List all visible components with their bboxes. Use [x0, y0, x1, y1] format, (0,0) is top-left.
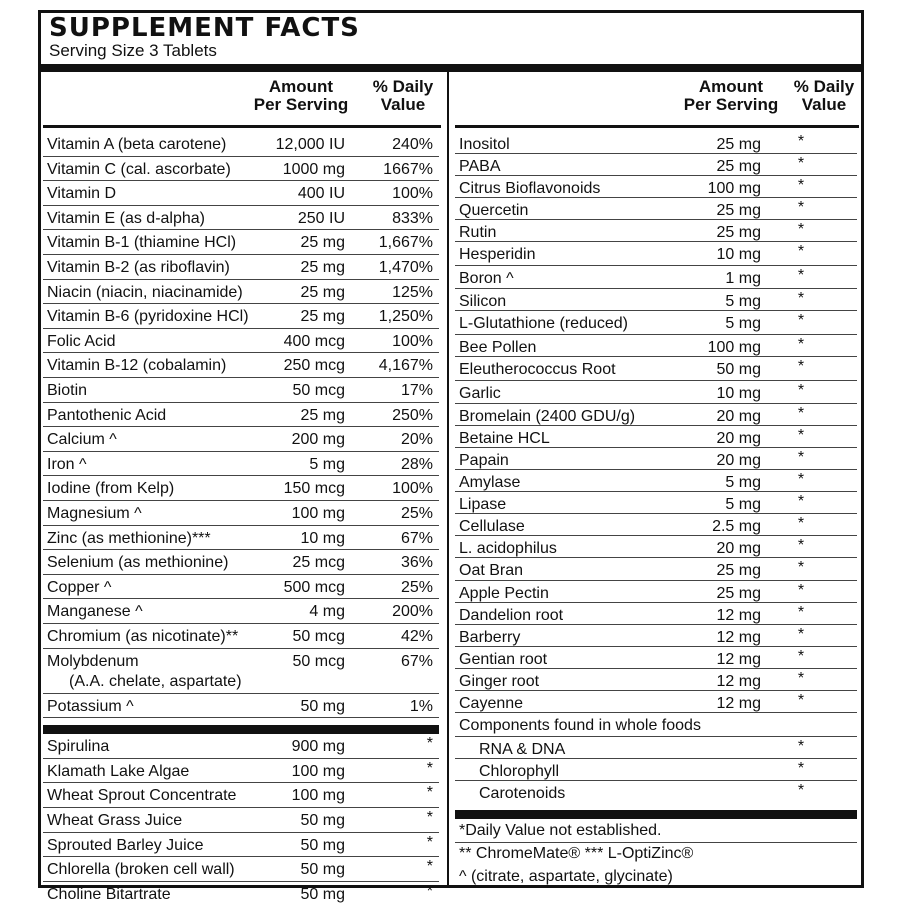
nutrient-daily-value: * [797, 427, 805, 445]
nutrient-daily-value: * [426, 784, 433, 802]
nutrient-daily-value: 4,167% [378, 357, 433, 375]
nutrient-amount: 20 mg [716, 408, 761, 426]
row-separator [43, 574, 439, 575]
nutrient-daily-value: 100% [392, 332, 433, 350]
nutrient-daily-value: 20% [400, 431, 433, 449]
nutrient-amount: 10 mg [300, 529, 345, 547]
nutrient-name: Vitamin B-6 (pyridoxine HCl) [47, 308, 249, 326]
row-separator [43, 832, 439, 833]
nutrient-amount: 400 mcg [283, 332, 345, 350]
row-separator [43, 500, 439, 501]
row-separator [455, 219, 857, 220]
nutrient-amount: 25 mg [716, 202, 761, 220]
nutrient-name: Molybdenum [47, 652, 139, 670]
top-bar [41, 64, 861, 72]
nutrient-daily-value: * [797, 581, 805, 599]
nutrient-daily-value: 17% [400, 382, 433, 399]
nutrient-name: Chromium (as nicotinate)** [47, 628, 239, 645]
nutrient-daily-value: * [797, 691, 805, 709]
nutrient-daily-value: * [797, 243, 805, 261]
row-separator [455, 712, 857, 713]
nutrient-name: Choline Bitartrate [47, 885, 171, 903]
nutrient-amount: 10 mg [716, 246, 761, 264]
nutrient-daily-value: 67% [400, 652, 433, 670]
row-separator [455, 356, 857, 357]
nutrient-amount: 200 mg [291, 431, 345, 449]
nutrient-name: Vitamin C (cal. ascorbate) [47, 160, 231, 178]
nutrient-amount: 25 mg [300, 259, 345, 276]
nutrient-name: L-Glutathione (reduced) [459, 315, 628, 333]
row-separator [43, 180, 439, 181]
row-separator [43, 303, 439, 304]
row-separator [43, 279, 439, 280]
nutrient-daily-value: 240% [392, 136, 433, 153]
nutrient-amount: 25 mg [300, 283, 345, 301]
row-separator [43, 782, 439, 783]
row-separator [43, 881, 439, 882]
nutrient-name: Wheat Grass Juice [47, 812, 183, 829]
row-separator [455, 380, 857, 381]
nutrient-name: Rutin [459, 224, 497, 242]
row-separator [455, 491, 857, 492]
row-separator [43, 451, 439, 452]
nutrient-daily-value: * [797, 781, 805, 799]
row-separator [455, 175, 857, 176]
row-separator [43, 352, 439, 353]
nutrient-name: Biotin [47, 382, 88, 399]
nutrient-daily-value: 28% [400, 455, 433, 473]
nutrient-daily-value: * [426, 858, 433, 876]
nutrient-name: Vitamin B-12 (cobalamin) [47, 357, 227, 375]
nutrient-daily-value: 1667% [383, 160, 433, 178]
nutrient-amount: 1000 mg [282, 160, 345, 178]
nutrient-daily-value: * [797, 603, 805, 621]
nutrient-daily-value: * [797, 669, 805, 687]
nutrient-name: Papain [459, 452, 509, 470]
nutrient-daily-value: * [797, 133, 805, 150]
nutrient-name: Chlorella (broken cell wall) [47, 861, 235, 879]
nutrient-amount: 50 mcg [292, 382, 345, 399]
nutrient-amount: 50 mg [716, 361, 761, 378]
row-separator [455, 334, 857, 335]
nutrient-amount: 50 mg [300, 812, 345, 829]
column-divider [447, 64, 449, 885]
nutrient-name: Apple Pectin [459, 584, 549, 602]
footnote-bar [455, 810, 857, 819]
row-separator [43, 549, 439, 550]
nutrient-name: Bee Pollen [459, 338, 537, 356]
nutrient-daily-value: * [797, 759, 805, 777]
row-separator [455, 602, 857, 603]
row-separator [455, 288, 857, 289]
nutrient-name: Inositol [459, 136, 510, 153]
nutrient-daily-value: 36% [400, 554, 433, 572]
nutrient-name: Garlic [459, 384, 501, 402]
nutrient-name: Pantothenic Acid [47, 406, 167, 424]
nutrient-daily-value: * [797, 199, 805, 217]
nutrient-amount: 50 mg [300, 885, 345, 903]
nutrient-name: Vitamin A (beta carotene) [47, 136, 227, 153]
nutrient-amount: 2.5 mg [712, 518, 761, 536]
nutrient-name: Dandelion root [459, 606, 564, 624]
nutrient-daily-value: * [797, 312, 805, 330]
row-separator [43, 475, 439, 476]
nutrient-daily-value: * [797, 221, 805, 239]
header-rule-right [455, 125, 859, 128]
nutrient-name: Copper ^ [47, 578, 112, 596]
nutrient-daily-value: 100% [392, 480, 433, 498]
whole-foods-heading-text: Components found in whole foods [459, 716, 701, 734]
nutrient-name: Gentian root [459, 650, 548, 668]
nutrient-daily-value: * [797, 471, 805, 489]
caret-footnote: ^ (citrate, aspartate, glycinate) [459, 867, 673, 885]
dv-header-right [787, 78, 861, 114]
nutrient-daily-value: 100% [392, 185, 433, 203]
row-separator [43, 758, 439, 759]
nutrient-daily-value: * [797, 290, 805, 308]
nutrient-amount: 250 IU [297, 209, 345, 227]
nutrient-amount: 250 mcg [283, 357, 345, 375]
nutrient-daily-value: * [797, 335, 805, 353]
nutrient-daily-value: * [797, 493, 805, 511]
row-separator [43, 807, 439, 808]
nutrient-amount: 25 mg [716, 136, 761, 153]
row-separator [455, 153, 857, 154]
row-separator [455, 580, 857, 581]
dv-header-right-line2: Value [801, 95, 847, 114]
nutrient-name: Boron ^ [459, 269, 514, 287]
row-separator [455, 624, 857, 625]
nutrient-amount: 5 mg [725, 496, 761, 514]
nutrient-name: Citrus Bioflavonoids [459, 180, 601, 198]
nutrient-amount: 5 mg [725, 474, 761, 492]
nutrient-name: Vitamin B-1 (thiamine HCl) [47, 234, 237, 252]
row-separator [43, 525, 439, 526]
nutrient-daily-value: 42% [400, 628, 433, 645]
row-separator [43, 156, 439, 157]
nutrient-amount: 25 mg [716, 584, 761, 602]
nutrient-amount: 50 mcg [292, 628, 345, 645]
row-separator [455, 758, 857, 759]
row-separator [43, 598, 439, 599]
nutrient-amount: 5 mg [725, 315, 761, 333]
nutrient-amount: 50 mg [300, 836, 345, 854]
nutrient-name: Spirulina [47, 738, 110, 756]
dv-header-line1: % Daily [372, 77, 434, 96]
nutrient-name: Selenium (as methionine) [47, 554, 229, 572]
dv-header-line2: Value [380, 95, 426, 114]
nutrient-name: Wheat Sprout Concentrate [47, 787, 237, 805]
nutrient-name: Manganese ^ [47, 603, 143, 621]
nutrient-name: Sprouted Barley Juice [47, 836, 204, 854]
nutrient-name: Lipase [459, 496, 507, 514]
nutrient-amount: 10 mg [716, 384, 761, 402]
nutrient-amount: 1 mg [725, 269, 761, 287]
row-separator [43, 648, 439, 649]
nutrient-amount: 20 mg [716, 540, 761, 558]
nutrient-daily-value: 1,470% [378, 259, 433, 276]
row-separator [455, 513, 857, 514]
nutrient-daily-value: * [797, 515, 805, 533]
nutrient-amount: 12 mg [716, 650, 761, 668]
nutrient-daily-value: * [426, 833, 433, 851]
row-separator [43, 623, 439, 624]
nutrient-amount: 5 mg [725, 293, 761, 311]
nutrient-amount: 12 mg [716, 672, 761, 690]
row-separator [43, 328, 439, 329]
row-separator [455, 535, 857, 536]
amount-header-line1: Amount [268, 77, 334, 96]
row-separator [43, 717, 439, 718]
nutrient-name: Oat Bran [459, 562, 524, 580]
nutrient-name: Vitamin E (as d-alpha) [47, 209, 205, 227]
nutrient-amount: 100 mg [291, 787, 345, 805]
row-separator [43, 856, 439, 857]
nutrient-daily-value: * [797, 537, 805, 555]
nutrient-amount: 25 mg [716, 158, 761, 176]
nutrient-amount: 4 mg [309, 603, 345, 621]
nutrient-name: RNA & DNA [479, 740, 566, 758]
nutrient-daily-value: * [426, 759, 433, 777]
nutrient-daily-value: * [797, 647, 805, 665]
nutrient-name: Niacin (niacin, niacinamide) [47, 283, 243, 301]
nutrient-daily-value: 250% [392, 406, 433, 424]
row-separator [455, 310, 857, 311]
nutrient-name: Chlorophyll [479, 762, 560, 780]
nutrient-amount: 12,000 IU [275, 136, 345, 153]
amount-header [237, 78, 365, 114]
nutrient-daily-value: * [797, 177, 805, 195]
nutrient-amount: 100 mg [707, 338, 761, 356]
nutrient-amount: 100 mg [291, 762, 345, 780]
row-separator [455, 668, 857, 669]
nutrient-amount: 25 mg [716, 562, 761, 580]
nutrient-daily-value: * [797, 155, 805, 173]
nutrient-name: Cellulase [459, 518, 525, 536]
amount-header-right-line1: Amount [698, 77, 764, 96]
nutrient-name: Quercetin [459, 202, 529, 220]
nutrient-daily-value: 1% [409, 697, 433, 715]
row-separator [455, 469, 857, 470]
nutrient-amount: 100 mg [707, 180, 761, 198]
nutrient-name: Magnesium ^ [47, 505, 142, 522]
nutrient-name: Silicon [459, 293, 507, 311]
row-separator [455, 403, 857, 404]
row-separator [43, 693, 439, 694]
nutrient-name: Calcium ^ [47, 431, 117, 449]
row-separator [455, 690, 857, 691]
row-separator [455, 447, 857, 448]
row-separator [455, 197, 857, 198]
nutrient-amount: 150 mcg [283, 480, 345, 498]
nutrient-name: Klamath Lake Algae [47, 762, 190, 780]
nutrient-name: Zinc (as methionine)*** [47, 529, 211, 547]
supplement-facts-panel [38, 10, 864, 903]
serving-size: Serving Size 3 Tablets [49, 41, 217, 60]
row-separator [455, 646, 857, 647]
dv-header-right-line1: % Daily [793, 77, 855, 96]
row-separator [43, 402, 439, 403]
row-separator [455, 736, 857, 737]
nutrient-daily-value: * [797, 358, 805, 375]
nutrient-amount: 12 mg [716, 694, 761, 712]
nutrient-name: Vitamin B-2 (as riboflavin) [47, 259, 230, 276]
nutrient-name: Iodine (from Kelp) [47, 480, 175, 498]
nutrient-daily-value: 833% [392, 209, 433, 227]
row-separator [43, 426, 439, 427]
nutrient-name: Carotenoids [479, 784, 566, 802]
nutrient-subname: (A.A. chelate, aspartate) [69, 672, 242, 690]
left-column [41, 72, 443, 903]
header-rule [43, 125, 441, 128]
nutrient-amount: 12 mg [716, 628, 761, 646]
nutrient-name: Vitamin D [47, 185, 117, 203]
nutrient-amount: 20 mg [716, 430, 761, 448]
amount-header-right-line2: Per Serving [683, 95, 779, 114]
nutrient-daily-value: * [797, 559, 805, 577]
nutrient-daily-value: 1,667% [378, 234, 433, 252]
nutrient-amount: 100 mg [291, 505, 345, 522]
row-separator [455, 557, 857, 558]
nutrient-amount: 25 mg [300, 234, 345, 252]
nutrient-amount: 12 mg [716, 606, 761, 624]
nutrient-amount: 50 mg [300, 697, 345, 715]
nutrient-amount: 25 mcg [292, 554, 345, 572]
row-separator [43, 229, 439, 230]
nutrient-amount: 500 mcg [283, 578, 345, 596]
nutrient-amount: 25 mg [716, 224, 761, 242]
nutrient-daily-value: 125% [392, 283, 433, 301]
row-separator [43, 377, 439, 378]
trademark-footnote: ** ChromeMate® *** L-OptiZinc® [459, 844, 694, 862]
nutrient-amount: 25 mg [300, 406, 345, 424]
nutrient-name: Ginger root [459, 672, 540, 690]
nutrient-name: Hesperidin [459, 246, 536, 264]
row-separator [455, 780, 857, 781]
nutrient-daily-value: * [797, 381, 805, 399]
row-separator [43, 254, 439, 255]
nutrient-daily-value: 1,250% [378, 308, 433, 326]
nutrient-daily-value: * [797, 737, 805, 755]
nutrient-amount: 20 mg [716, 452, 761, 470]
nutrient-amount: 5 mg [309, 455, 345, 473]
daily-value-footnote: *Daily Value not established. [459, 821, 662, 839]
nutrient-daily-value: * [426, 809, 433, 826]
nutrient-name: Amylase [459, 474, 521, 492]
section-bar [43, 725, 439, 734]
nutrient-amount: 900 mg [291, 738, 345, 756]
nutrient-amount: 400 IU [297, 185, 345, 203]
amount-header-line2: Per Serving [253, 95, 349, 114]
right-column [453, 72, 861, 888]
nutrient-daily-value: 67% [400, 529, 433, 547]
nutrient-amount: 50 mg [300, 861, 345, 879]
nutrient-name: Betaine HCL [459, 430, 550, 448]
row-separator [455, 425, 857, 426]
nutrient-daily-value: * [797, 625, 805, 643]
nutrient-name: Barberry [459, 628, 521, 646]
nutrient-daily-value: 25% [400, 578, 433, 596]
nutrient-amount: 25 mg [300, 308, 345, 326]
nutrient-daily-value: * [797, 449, 805, 467]
row-separator [455, 265, 857, 266]
nutrient-name: Folic Acid [47, 332, 116, 350]
nutrient-daily-value: 25% [400, 505, 433, 522]
nutrient-name: Cayenne [459, 694, 524, 712]
dv-header [363, 78, 443, 114]
nutrient-daily-value: * [797, 405, 805, 423]
nutrient-daily-value: 200% [392, 603, 433, 621]
nutrient-amount: 50 mcg [292, 652, 345, 670]
nutrient-name: PABA [459, 158, 501, 176]
nutrient-daily-value: * [797, 266, 805, 284]
nutrient-name: Potassium ^ [47, 697, 134, 715]
nutrient-name: L. acidophilus [459, 540, 557, 558]
row-separator [43, 205, 439, 206]
amount-header-right [667, 78, 795, 114]
panel-title: SUPPLEMENT FACTS [49, 13, 360, 43]
nutrient-name: Iron ^ [47, 455, 87, 473]
nutrient-daily-value: * [426, 882, 433, 900]
nutrient-daily-value: * [426, 735, 433, 753]
row-separator [455, 241, 857, 242]
nutrient-name: Bromelain (2400 GDU/g) [459, 408, 636, 426]
nutrient-name: Eleutherococcus Root [459, 361, 616, 378]
